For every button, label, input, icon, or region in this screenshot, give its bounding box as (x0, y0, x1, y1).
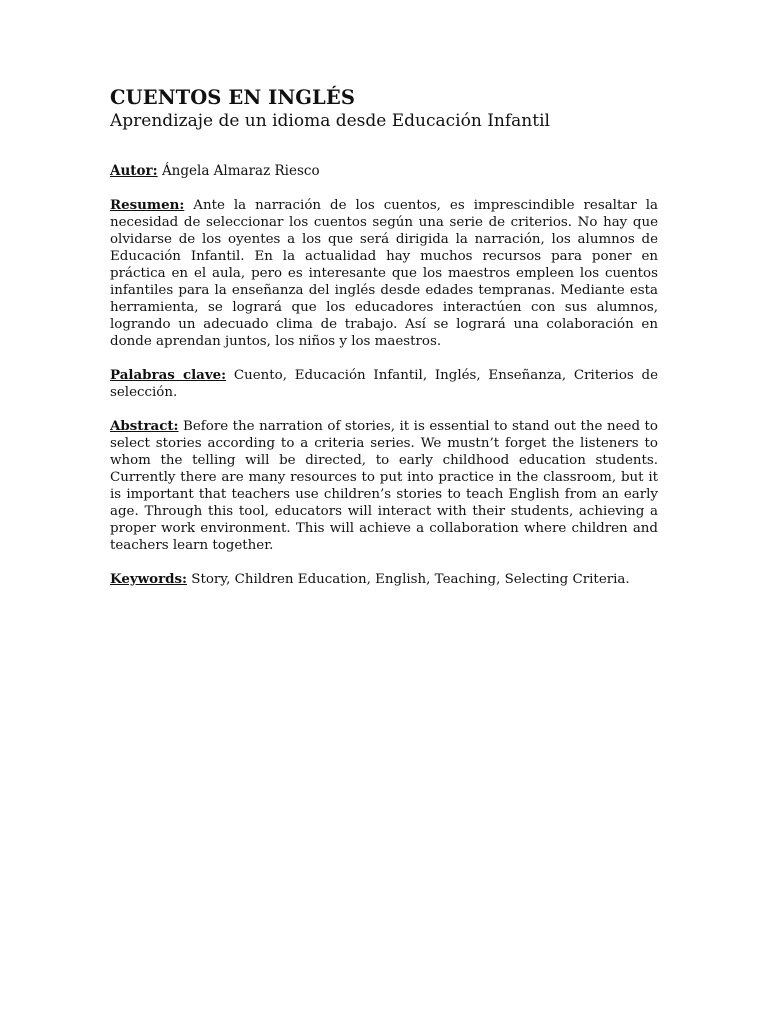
resumen-label: Resumen: (110, 197, 185, 213)
document-title: CUENTOS EN INGLÉS (110, 86, 356, 109)
palabras-clave-text: Cuento, Educación Infantil, Inglés, Enseñanza, Criterios de selección. (110, 368, 659, 400)
keywords-label: Keywords: (110, 571, 188, 587)
resumen-text: Ante la narración de los cuentos, es imprescindible resaltar la necesidad de seleccionar los cuentos según una serie de criterios. No hay que olvidarse de los oyentes a los que será dirigida la narración, los alumnos de Educación Infantil. En la actualidad hay muchos recursos para poner en práctica en el aula, pero es interesante que los maestros empleen los cuentos infantiles para la enseñanza del inglés desde edades tempranas. Mediante esta herramienta, se logrará que los educadores interactúen con sus alumnos, logrando un adecuado clima de trabajo. Así se logrará una colaboración en donde aprendan juntos, los niños y los maestros. (110, 198, 658, 349)
document-subtitle: Aprendizaje de un idioma desde Educación Infantil (110, 111, 550, 131)
abstract-label: Abstract: (110, 418, 179, 434)
abstract-text: Before the narration of stories, it is essential to stand out the need to select stories according to a criteria series. We mustn’t forget the listeners to whom the telling will be directed, to early childhood education students. Currently there are many resources to put into practice in the classroom, but it is important that teachers use children’s stories to teach English from an early age. Through this tool, educators will interact with their students, achieving a proper work environment. This will achieve a collaboration where children and teachers learn together. (110, 419, 658, 553)
palabras-clave-label: Palabras clave: (110, 367, 227, 383)
abstract-paragraph (110, 418, 658, 554)
author-name: Ángela Almaraz Riesco (161, 163, 320, 179)
author-line (110, 163, 658, 180)
document-page (110, 86, 658, 588)
palabras-clave-paragraph (110, 367, 658, 401)
resumen-paragraph (110, 197, 658, 350)
keywords-paragraph (110, 571, 658, 588)
author-label: Autor: (110, 163, 158, 179)
keywords-text: Story, Children Education, English, Teaching, Selecting Criteria. (191, 572, 630, 587)
